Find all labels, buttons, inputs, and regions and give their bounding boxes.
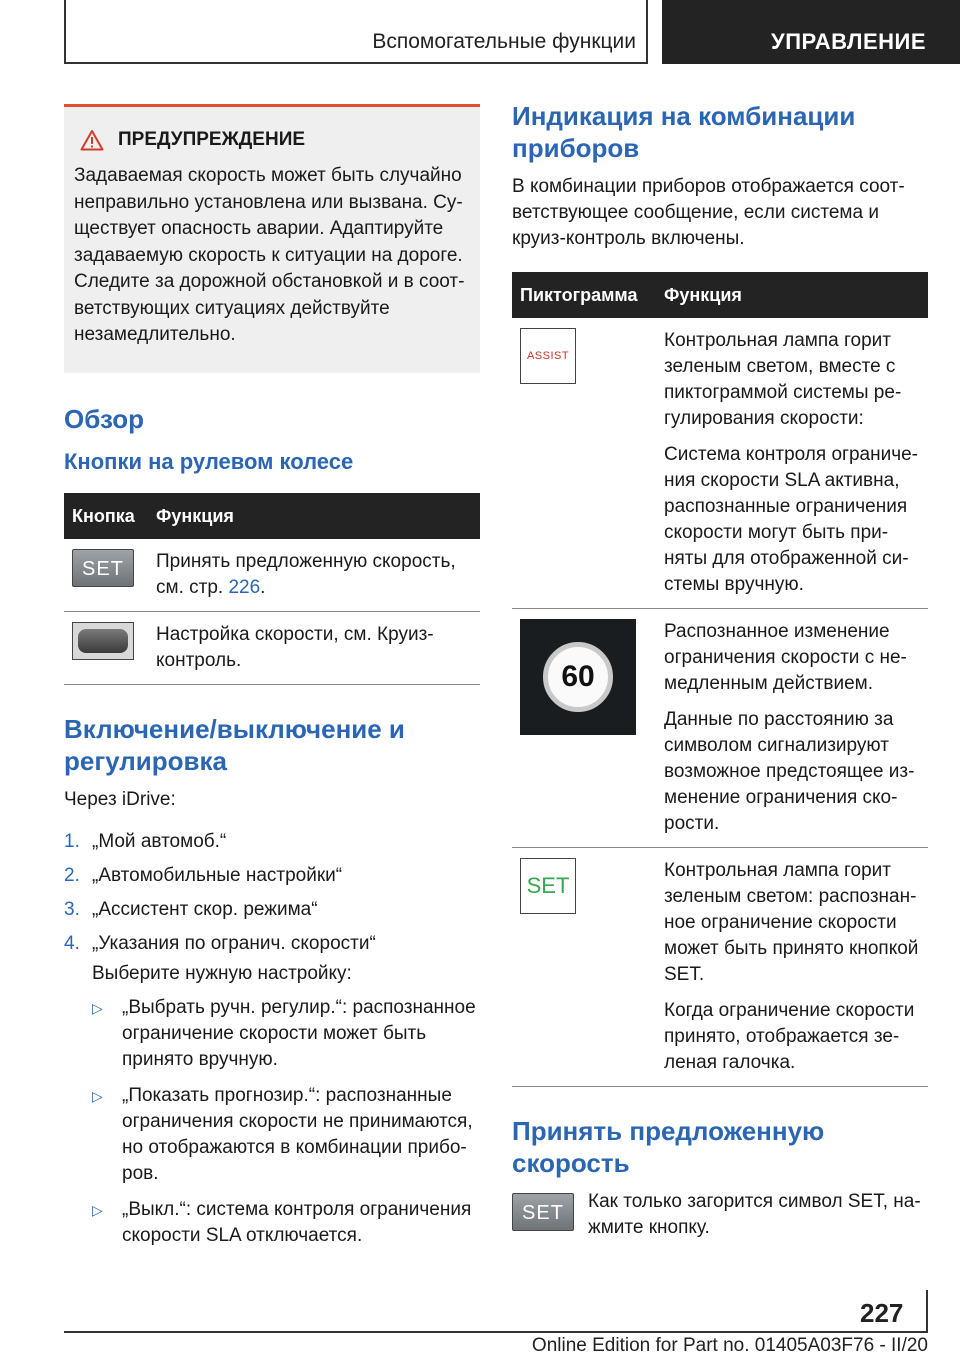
warning-title [80, 129, 472, 151]
warning-text: Задаваемая скорость может быть случайно неправильно установлена или вызвана. Существует опасность аварии. Адаптируйте задаваемую скорость к ситуации на дороге. Следите за дорожной обстановкой и в соответствующих ситуациях действуйте незамедлительно. [74, 165, 465, 345]
assist-pictogram-icon: ASSIST [520, 328, 576, 384]
bullet-arrow-icon: ▷ [92, 999, 103, 1016]
accept-speed-text: Как только загорится символ SET, нажмите кнопку. [588, 1191, 921, 1238]
list-item: 3. „Ассистент скор. режима“ [64, 898, 318, 920]
steps-list [64, 829, 480, 957]
buttons-table [64, 493, 480, 685]
list-item: ▷ „Выбрать ручн. регулир.“: распознанное ограничение скорости может быть принято вручную. [92, 995, 480, 1073]
display-heading: Индикация на комбинации приборов [512, 101, 856, 163]
pictograms-table-col-function: Функция [656, 272, 928, 318]
pictograms-table [512, 272, 928, 1087]
set-button-icon: SET [72, 549, 134, 587]
overview-heading: Обзор [64, 403, 144, 434]
header-rule-bottom [64, 62, 648, 64]
page-link[interactable]: 226 [228, 576, 261, 598]
table-row: SET Контрольная лампа горит зеленым светом: распознанное ограничение скорости может быть принято кнопкой SET. Когда ограничение скорости принято, отображается зеленая галочка. [512, 848, 928, 1087]
right-column [512, 100, 928, 1241]
table-row: ASSIST Контрольная лампа горит зеленым светом, вместе с пиктограммой системы регулирования скорости: Система контроля ограничения скорости SLA активна, распознанные ограничения скорости могут быть приняты для отображенной системы вручную. [512, 318, 928, 609]
list-item: ▷ „Выкл.“: система контроля ограничения скорости SLA отключается. [92, 1197, 480, 1249]
list-item: 1. „Мой автомоб.“ [64, 830, 227, 852]
footer-rule-vertical [926, 1290, 928, 1333]
list-item: 2. „Автомобильные настройки“ [64, 864, 343, 886]
speed-limit-60-icon: 60 [520, 619, 636, 735]
warning-box [64, 104, 480, 373]
bullet-arrow-icon: ▷ [92, 1087, 103, 1104]
warning-triangle-icon [80, 129, 104, 151]
list-item: 4. „Указания по огранич. скорости“ [64, 932, 376, 954]
row-text: Настройка скорости, см. Круиз-контроль. [148, 611, 480, 684]
footer-rule [64, 1331, 928, 1333]
page-number: 227 [860, 1298, 904, 1328]
bullet-arrow-icon: ▷ [92, 1201, 103, 1218]
switching-heading: Включение/выключение и регулировка [64, 713, 405, 776]
header-rule-divider [646, 0, 648, 64]
set-pictogram-icon: SET [520, 858, 576, 914]
table-row [64, 611, 480, 684]
header-chapter-title: УПРАВЛЕНИЕ [662, 0, 960, 64]
rocker-switch-icon [72, 622, 134, 660]
row-text: Принять предложенную скорость, см. стр. [156, 550, 456, 598]
table-row: 60 Распознанное изменение ограничения скорости с немедленным действием. Данные по расстоянию за символом сигнализируют возможное предстоящее изменение ограничения скорости. [512, 609, 928, 848]
header-section-title: Вспомогательные функции [372, 30, 636, 53]
warning-title-text: ПРЕДУПРЕЖДЕНИЕ [118, 129, 306, 150]
pictograms-table-col-pictogram: Пиктограмма [512, 272, 656, 318]
buttons-table-col-button: Кнопка [64, 493, 148, 539]
switching-intro: Через iDrive: [64, 788, 176, 810]
accept-speed-heading: Принять предложенную скорость [512, 1116, 825, 1178]
set-button-icon: SET [512, 1193, 574, 1231]
options-list [92, 995, 480, 1249]
table-row [64, 539, 480, 612]
list-item: ▷ „Показать прогнозир.“: распознанные ограничения скорости не принимаются, но отображаются в комбинации приборов. [92, 1083, 480, 1187]
display-intro: В комбинации приборов отображается соответствующее сообщение, если система и круиз-контроль включены. [512, 176, 905, 249]
select-setting-text: Выберите нужную настройку: [92, 962, 352, 984]
buttons-table-col-function: Функция [148, 493, 480, 539]
steering-buttons-heading: Кнопки на рулевом колесе [64, 448, 354, 474]
footer-edition-text: Online Edition for Part no. 01405A03F76 - II/20 [531, 1335, 928, 1356]
left-column [64, 104, 480, 1259]
row-text-suffix: . [260, 576, 266, 598]
accept-speed-row [512, 1189, 928, 1241]
